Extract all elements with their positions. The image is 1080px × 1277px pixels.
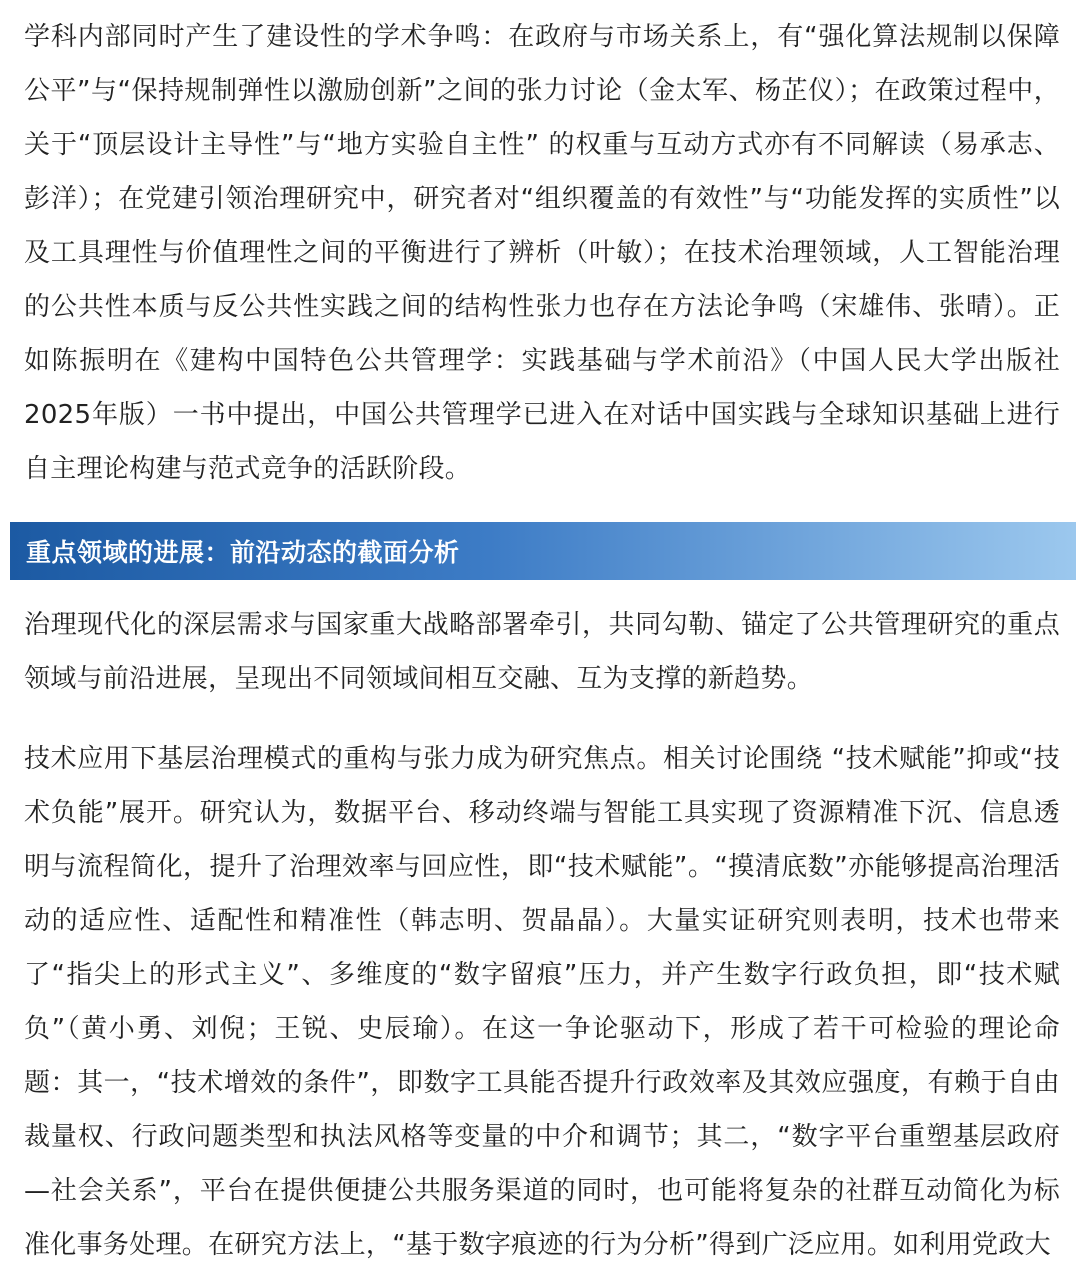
- section-title: 重点领域的进展：前沿动态的截面分析: [26, 538, 460, 567]
- paragraph-intro: 治理现代化的深层需求与国家重大战略部署牵引，共同勾勒、锚定了公共管理研究的重点领域与前沿进展，呈现出不同领域间相互交融、互为支撑的新趋势。: [24, 610, 1060, 694]
- paragraph-academic-debate: 学科内部同时产生了建设性的学术争鸣：在政府与市场关系上，有“强化算法规制以保障公平”与“保持规制弹性以激励创新”之间的张力讨论（金太军、杨芷仪）；在政策过程中，关于“顶层设计主导性”与“地方实验自主性” 的权重与互动方式亦有不同解读（易承志、彭洋）；在党建引领治理研究中，研究者对“组织覆盖的有效性”与“功能发挥的实质性”以及工具理性与价值理性之间的平衡进行了辨析（叶敏）；在技术治理领域，人工智能治理的公共性本质与反公共性实践之间的结构性张力也存在方法论争鸣（宋雄伟、张晴）。正如陈振明在《建构中国特色公共管理学：实践基础与学术前沿》（中国人民大学出版社2025年版）一书中提出，中国公共管理学已进入在对话中国实践与全球知识基础上进行自主理论构建与范式竞争的活跃阶段。: [24, 22, 1060, 484]
- paragraph-grassroots-governance: 技术应用下基层治理模式的重构与张力成为研究焦点。相关讨论围绕 “技术赋能”抑或“技术负能”展开。研究认为，数据平台、移动终端与智能工具实现了资源精准下沉、信息透明与流程简化，提升了治理效率与回应性，即“技术赋能”。“摸清底数”亦能够提高治理活动的适应性、适配性和精准性（韩志明、贺晶晶）。大量实证研究则表明，技术也带来了“指尖上的形式主义”、多维度的“数字留痕”压力，并产生数字行政负担，即“技术赋负”（黄小勇、刘倪；王锐、史辰瑜）。在这一争论驱动下，形成了若干可检验的理论命题：其一，“技术增效的条件”，即数字工具能否提升行政效率及其效应强度，有赖于自由裁量权、行政问题类型和执法风格等变量的中介和调节；其二，“数字平台重塑基层政府—社会关系”，平台在提供便捷公共服务渠道的同时，也可能将复杂的社群互动简化为标准化事务处理。在研究方法上，“基于数字痕迹的行为分析”得到广泛应用。如利用党政大: [24, 744, 1060, 1260]
- section-header-banner: [10, 522, 1076, 580]
